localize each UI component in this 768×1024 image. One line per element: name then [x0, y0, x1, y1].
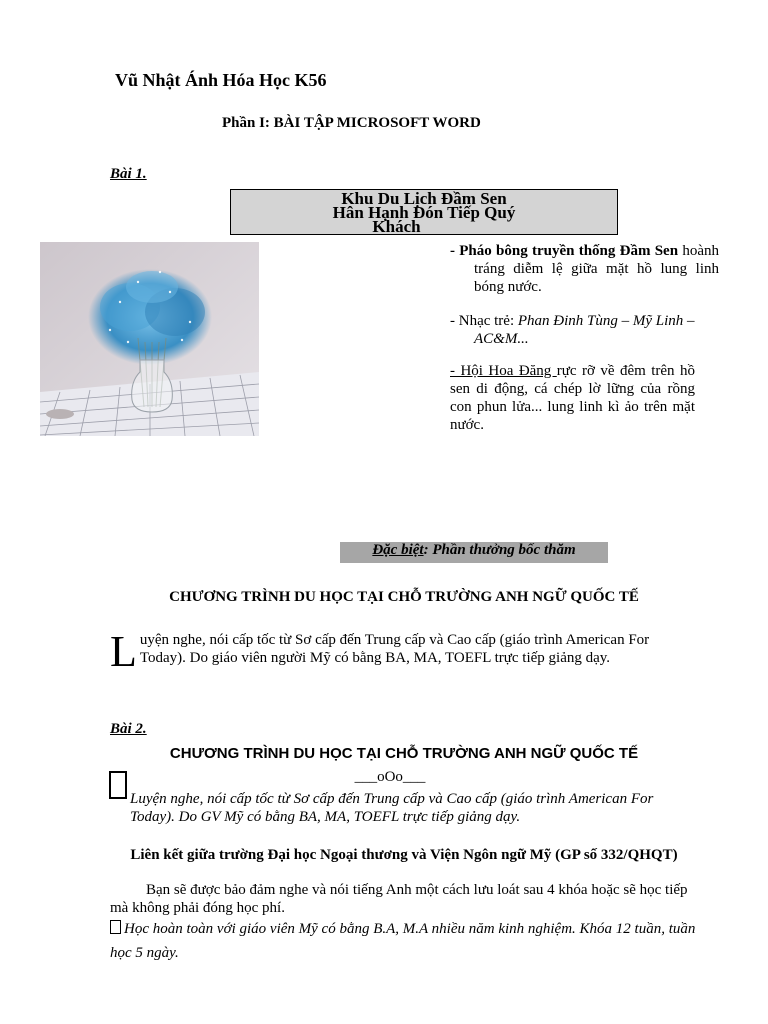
- study-program-heading: CHƯƠNG TRÌNH DU HỌC TẠI CHỖ TRƯỜNG ANH NGỮ QUỐC TẾ: [169, 589, 639, 605]
- banner-line-1: Khu Du Lịch Đầm Sen: [341, 189, 507, 208]
- item-fireworks: [450, 242, 719, 296]
- bai1-label: Bài 1.: [110, 166, 147, 182]
- item2-prefix: - Nhạc trẻ:: [450, 313, 518, 329]
- separator-ornament: ___oOo___: [354, 769, 426, 785]
- author-line: Vũ Nhật Ánh Hóa Học K56: [115, 70, 327, 90]
- banner-line-3: Khách: [372, 217, 421, 235]
- special-box: [340, 542, 608, 563]
- teachers-text: Học hoàn toàn với giáo viên Mỹ có bằng B.A, M.A nhiều năm kinh nghiệm. Khóa 12 tuần, tuần học 5 ngày.: [110, 921, 696, 961]
- item-music: [450, 312, 734, 348]
- special-label: Đặc biệt: [372, 542, 424, 558]
- dropcap-paragraph: [110, 627, 690, 676]
- item1-bold: Pháo bông truyền thống Đầm Sen: [459, 243, 679, 259]
- flower-vase-image: [40, 242, 259, 436]
- special-rest: : Phần thưởng bốc thăm: [423, 542, 576, 558]
- italic-paragraph: Luyện nghe, nói cấp tốc từ Sơ cấp đến Trung cấp và Cao cấp (giáo trình American For Today). Do GV Mỹ có bằng BA, MA, TOEFL trực tiếp giảng dạy.: [130, 791, 654, 825]
- partnership-heading: Liên kết giữa trường Đại học Ngoại thương và Viện Ngôn ngữ Mỹ (GP số 332/QHQT): [130, 847, 678, 863]
- item3-rest: rực rỡ về đêm trên hồ sen di động, cá chép lờ lững của rồng con phun lửa... lung linh kì ảo trên mặt nước.: [450, 363, 696, 433]
- banner-line-2: Hân Hạnh Đón Tiếp Quý: [332, 203, 516, 222]
- item3-underlined: - Hội Hoa Đăng: [450, 363, 557, 379]
- item-lantern-festival: [450, 362, 695, 434]
- item2-italic: Phan Đinh Tùng – Mỹ Linh – AC&M...: [474, 313, 695, 347]
- dropcap-letter: L: [110, 627, 137, 676]
- item1-dash: -: [450, 243, 460, 259]
- square-bullet-icon: [109, 771, 127, 799]
- welcome-banner: [230, 189, 618, 235]
- bai2-label: Bài 2.: [110, 721, 147, 737]
- dropcap-text: uyện nghe, nói cấp tốc từ Sơ cấp đến Trung cấp và Cao cấp (giáo trình American For Today). Do giáo viên người Mỹ có bằng BA, MA, TOEFL trực tiếp giảng dạy.: [139, 632, 650, 666]
- item1-rest: hoành tráng diễm lệ giữa mặt hồ lung linh bóng nước.: [474, 243, 719, 295]
- part-title: Phần I: BÀI TẬP MICROSOFT WORD: [222, 115, 481, 131]
- guarantee-paragraph: Bạn sẽ được bảo đảm nghe và nói tiếng Anh một cách lưu loát sau 4 khóa hoặc sẽ học tiếp mà không phải đóng học phí.: [110, 882, 688, 916]
- teachers-paragraph: [110, 917, 700, 965]
- study-program-heading-2: CHƯƠNG TRÌNH DU HỌC TẠI CHỖ TRƯỜNG ANH NGỮ QUỐC TẾ: [169, 745, 639, 762]
- square-bullet-icon-small: [110, 920, 121, 934]
